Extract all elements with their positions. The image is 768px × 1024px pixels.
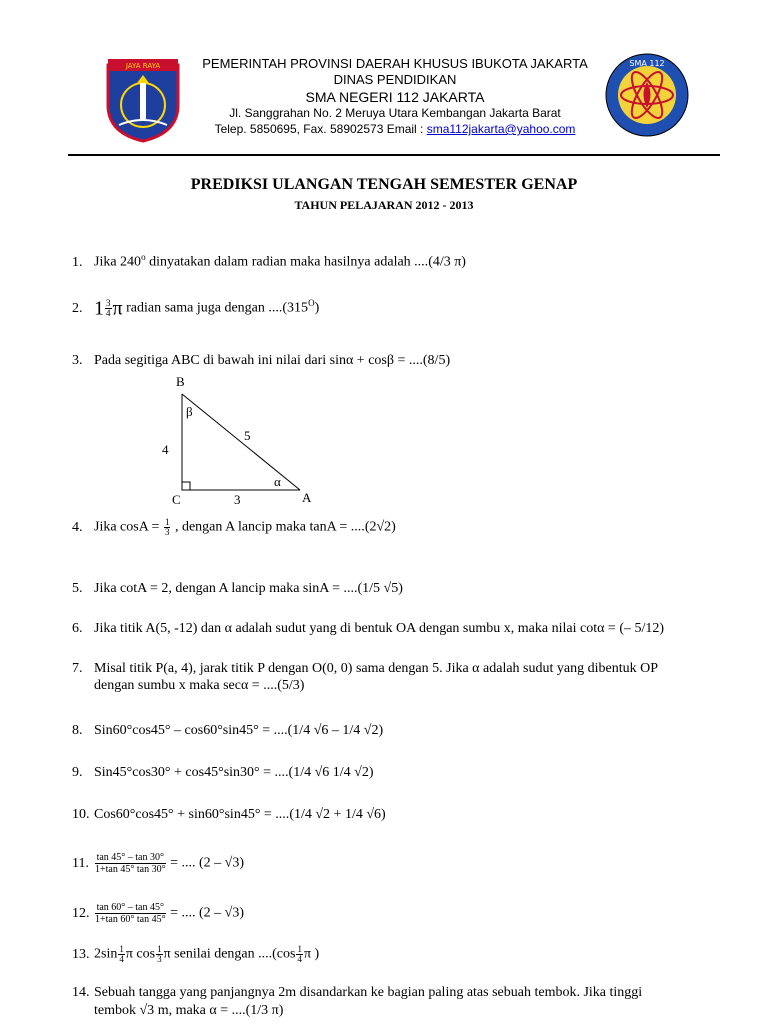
header-department: DINAS PENDIDIKAN [333, 72, 457, 87]
header-government: PEMERINTAH PROVINSI DAERAH KHUSUS IBUKOTA JAKARTA [202, 56, 588, 71]
angle-alpha-label: α [274, 474, 281, 489]
question-7: 7. Misal titik P(a, 4), jarak titik P dengan O(0, 0) sama dengan 5. Jika α adalah sudut yang dibentuk OP [72, 661, 658, 676]
question-14-continued: tembok √3 m, maka α = ....(1/3 π) [94, 1003, 284, 1018]
side-ca-label: 3 [234, 492, 241, 507]
question-3: 3. Pada segitiga ABC di bawah ini nilai dari sinα + cosβ = ....(8/5) [72, 353, 451, 368]
question-5: 5. Jika cotA = 2, dengan A lancip maka sinA = ....(1/5 √5) [72, 581, 403, 596]
email-link[interactable]: sma112jakarta@yahoo.com [426, 122, 576, 136]
triangle-abc-diagram [150, 372, 330, 512]
vertex-a: A [302, 490, 312, 505]
angle-beta-label: β [186, 404, 193, 419]
answer-11: (2 – √3) [198, 855, 244, 871]
answer-10: (1/4 √2 + 1/4 √6) [289, 807, 386, 822]
header-school-name: SMA NEGERI 112 JAKARTA [305, 89, 485, 105]
answer-3: (8/5) [422, 353, 451, 368]
document-subtitle: TAHUN PELAJARAN 2012 - 2013 [294, 198, 474, 212]
header-divider [68, 154, 720, 156]
side-ab-label: 5 [244, 428, 251, 443]
answer-7: (5/3) [277, 678, 305, 693]
question-4: 4. Jika cosA = $\frac{1}{3}$ , dengan A lancip maka tanA = ....(2√2) [72, 517, 396, 537]
svg-text:JAYA RAYA: JAYA RAYA [125, 62, 161, 70]
question-6: 6. Jika titik A(5, -12) dan α adalah sudut yang di bentuk OA dengan sumbu x, maka nilai cotα = (– 5/12) [72, 621, 665, 636]
school-emblem-icon [604, 52, 690, 138]
vertex-c: C [172, 492, 181, 507]
header-contact: Telep. 5850695, Fax. 58902573 Email : sma112jakarta@yahoo.com [214, 122, 576, 136]
question-12: 12. $\frac{\tan 60^\circ - \tan 45^\circ}{1+\tan 60^\circ \tan 45^\circ}$ = .... (2 – √3) [72, 902, 244, 925]
question-8: 8. Sin60°cos45° – cos60°sin45° = ....(1/4 √6 – 1/4 √2) [72, 723, 384, 738]
answer-6: (– 5/12) [619, 621, 665, 636]
answer-14: 1/3 π) [250, 1003, 284, 1018]
vertex-b: B [176, 374, 185, 389]
question-2: 2. 1 $\frac{3}{4}$ π radian sama juga dengan $....(315^O)$ [72, 297, 320, 320]
question-13: 13. 2sin $\frac{1}{4}$ π cos $\frac{1}{3}$ π senilai dengan ....(cos $\frac{1}{4}$ π ) [72, 944, 320, 964]
question-11: 11. $\frac{\tan 45^\circ - \tan 30^\circ}{1+\tan 45^\circ \tan 30^\circ}$ = .... (2 – √3) [72, 852, 244, 875]
answer-1: (4/3 π) [428, 254, 466, 270]
question-9: 9. Sin45°cos30° + cos45°sin30° = ....(1/4 √6 1/4 √2) [72, 765, 374, 780]
question-7-continued: dengan sumbu x maka secα = ....(5/3) [94, 678, 305, 693]
answer-9: (1/4 √6 1/4 √2) [288, 765, 374, 780]
answer-12: (2 – √3) [198, 905, 244, 921]
document-title: PREDIKSI ULANGAN TENGAH SEMESTER GENAP [190, 176, 578, 193]
side-bc-label: 4 [162, 442, 169, 457]
answer-8: (1/4 √6 – 1/4 √2) [287, 723, 384, 738]
fraction: $\frac{3}{4}$ [106, 297, 111, 318]
question-14: 14. Sebuah tangga yang panjangnya 2m disandarkan ke bagian paling atas sebuah tembok. Jika tinggi [72, 985, 643, 1000]
answer-5: (1/5 √5) [357, 581, 403, 596]
answer-4: (2√2) [364, 519, 396, 535]
question-10: 10. Cos60°cos45° + sin60°sin45° = ....(1/4 √2 + 1/4 √6) [72, 807, 386, 822]
svg-text:SMA 112: SMA 112 [629, 59, 665, 68]
question-1: 1. Jika 240$^o$ dinyatakan dalam radian maka hasilnya adalah ....(4/3 π) [72, 252, 466, 270]
letterhead [0, 0, 768, 160]
jakarta-emblem-icon [104, 55, 182, 143]
header-address: Jl. Sanggrahan No. 2 Meruya Utara Kembangan Jakarta Barat [229, 106, 561, 120]
